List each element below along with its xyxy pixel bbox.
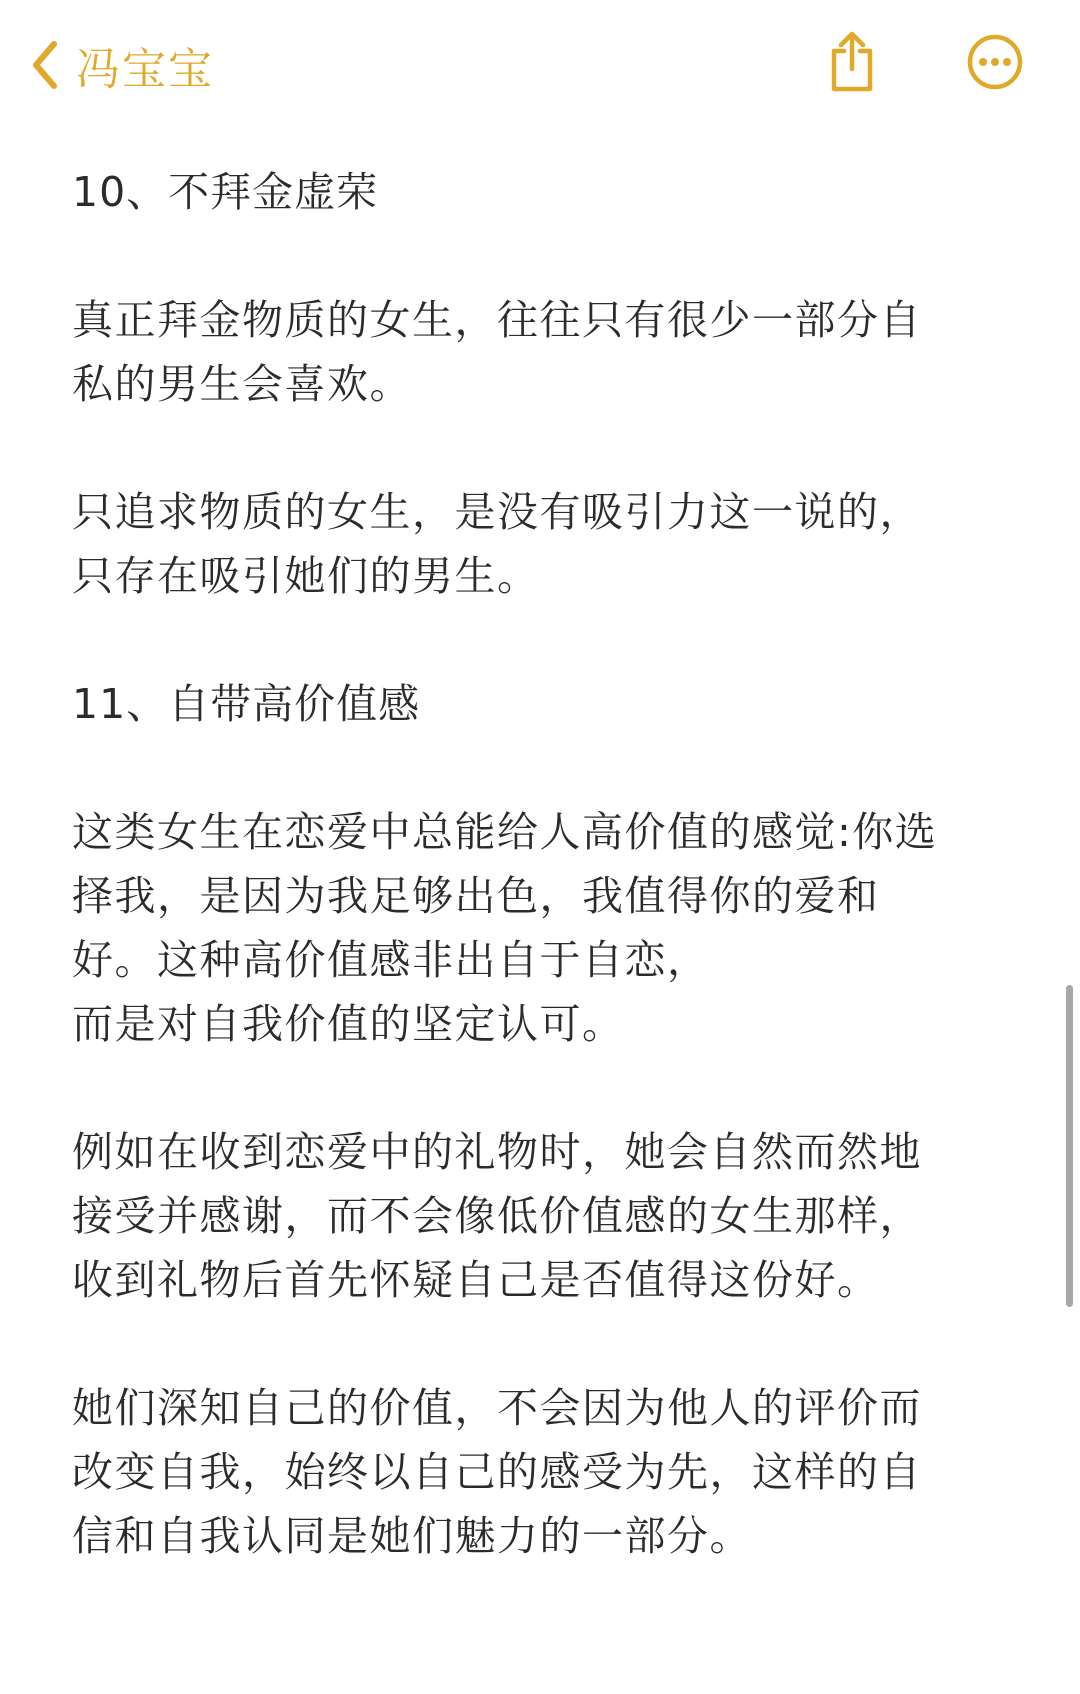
section-heading-11: 11、自带高价值感 (72, 680, 421, 728)
chevron-left-icon (30, 40, 60, 90)
paragraph-gap (72, 224, 1012, 288)
navigation-bar (0, 0, 1080, 140)
paragraph: 只追求物质的女生，是没有吸引力这一说的， 只存在吸引她们的男生。 (72, 488, 922, 600)
share-button[interactable] (814, 26, 890, 102)
paragraph: 真正拜金物质的女生，往往只有很少一部分自 私的男生会喜欢。 (72, 296, 922, 408)
paragraph-gap (72, 608, 1012, 672)
paragraph-gap (72, 1056, 1012, 1120)
section-heading-10: 10、不拜金虚荣 (72, 168, 379, 216)
paragraph: 例如在收到恋爱中的礼物时，她会自然而然地 接受并感谢，而不会像低价值感的女生那样， 收到礼物后首先怀疑自己是否值得这份好。 (72, 1128, 922, 1304)
back-button[interactable] (30, 30, 214, 100)
paragraph-gap (72, 736, 1012, 800)
scrollbar[interactable] (1066, 985, 1073, 1307)
paragraph-gap (72, 416, 1012, 480)
back-label: 冯宝宝 (76, 44, 214, 95)
paragraph: 这类女生在恋爱中总能给人高价值的感觉:你选 择我，是因为我足够出色，我值得你的爱和 好。这种高价值感非出自于自恋， 而是对自我价值的坚定认可。 (72, 808, 938, 1048)
share-icon (822, 29, 882, 99)
more-button[interactable] (957, 26, 1033, 102)
paragraph: 她们深知自己的价值，不会因为他人的评价而 改变自我，始终以自己的感受为先，这样的自 信和自我认同是她们魅力的一部分。 (72, 1384, 922, 1560)
note-body[interactable] (72, 160, 1012, 1568)
paragraph-gap (72, 1312, 1012, 1376)
more-icon (965, 32, 1025, 96)
